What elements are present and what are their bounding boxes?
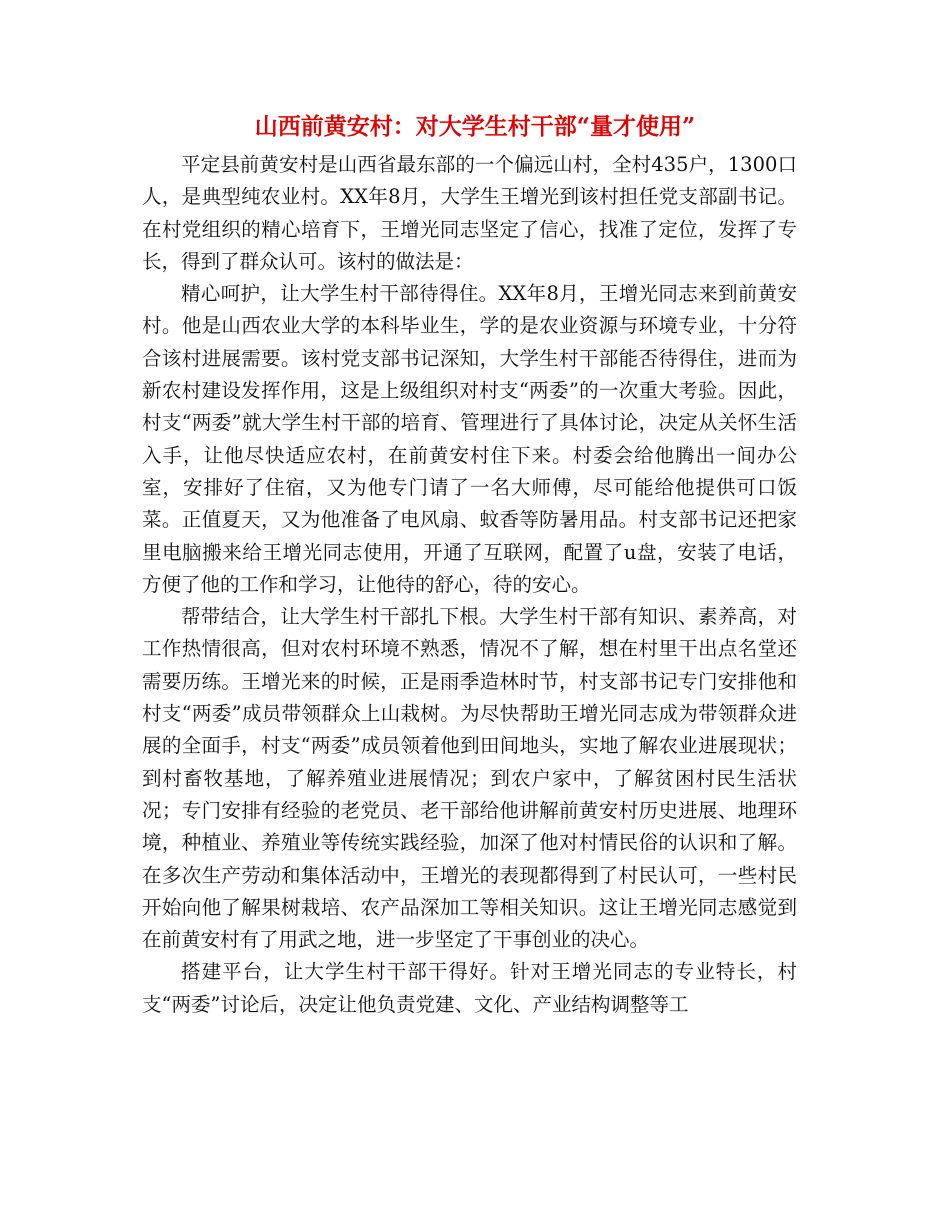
document-title: 山西前黄安村：对大学生村干部“量才使用”: [254, 113, 696, 140]
paragraph-care: 精心呵护，让大学生村干部待得住。XX年8月，王增光同志来到前黄安村。他是山西农业大学的本科毕业生，学的是农业资源与环境专业，十分符合该村进展需要。该村党支部书记深知，大学生村干部能否待得住，进而为新农村建设发挥作用，这是上级组织对村支“两委”的一次重大考验。因此，村支“两委”就大学生村干部的培育、管理进行了具体讨论，决定从关怀生活入手，让他尽快适应农村，在前黄安村住下来。村委会给他腾出一间办公室，安排好了住宿，又为他专门请了一名大师傅，尽可能给他提供可口饭菜。正值夏天，又为他准备了电风扇、蚊香等防暑用品。村支部书记还把家里电脑搬来给王增光同志使用，开通了互联网，配置了u盘，安装了电话，方便了他的工作和学习，让他待的舒心，待的安心。: [142, 282, 797, 596]
paragraph-platform: 搭建平台，让大学生村干部干得好。针对王增光同志的专业特长，村支“两委”讨论后，决定让他负责党建、文化、产业结构调整等工: [142, 960, 797, 1016]
document-body: [142, 149, 797, 1021]
paragraph-mentoring: 帮带结合，让大学生村干部扎下根。大学生村干部有知识、素养高，对工作热情很高，但对农村环境不熟悉，情况不了解，想在村里干出点名堂还需要历练。王增光来的时候，正是雨季造林时节，村支部书记专门安排他和村支“两委”成员带领群众上山栽树。为尽快帮助王增光同志成为带领群众进展的全面手，村支“两委”成员领着他到田间地头，实地了解农业进展现状；到村畜牧基地，了解养殖业进展情况；到农户家中，了解贫困村民生活状况；专门安排有经验的老党员、老干部给他讲解前黄安村历史进展、地理环境，种植业、养殖业等传统实践经验，加深了他对村情民俗的认识和了解。在多次生产劳动和集体活动中，王增光的表现都得到了村民认可，一些村民开始向他了解果树栽培、农产品深加工等相关知识。这让王增光同志感觉到在前黄安村有了用武之地，进一步坚定了干事创业的决心。: [142, 605, 797, 952]
paragraph-intro: 平定县前黄安村是山西省最东部的一个偏远山村，全村435户，1300口人，是典型纯农业村。XX年8月，大学生王增光到该村担任党支部副书记。在村党组织的精心培育下，王增光同志坚定了信心，找准了定位，发挥了专长，得到了群众认可。该村的做法是：: [142, 153, 797, 273]
